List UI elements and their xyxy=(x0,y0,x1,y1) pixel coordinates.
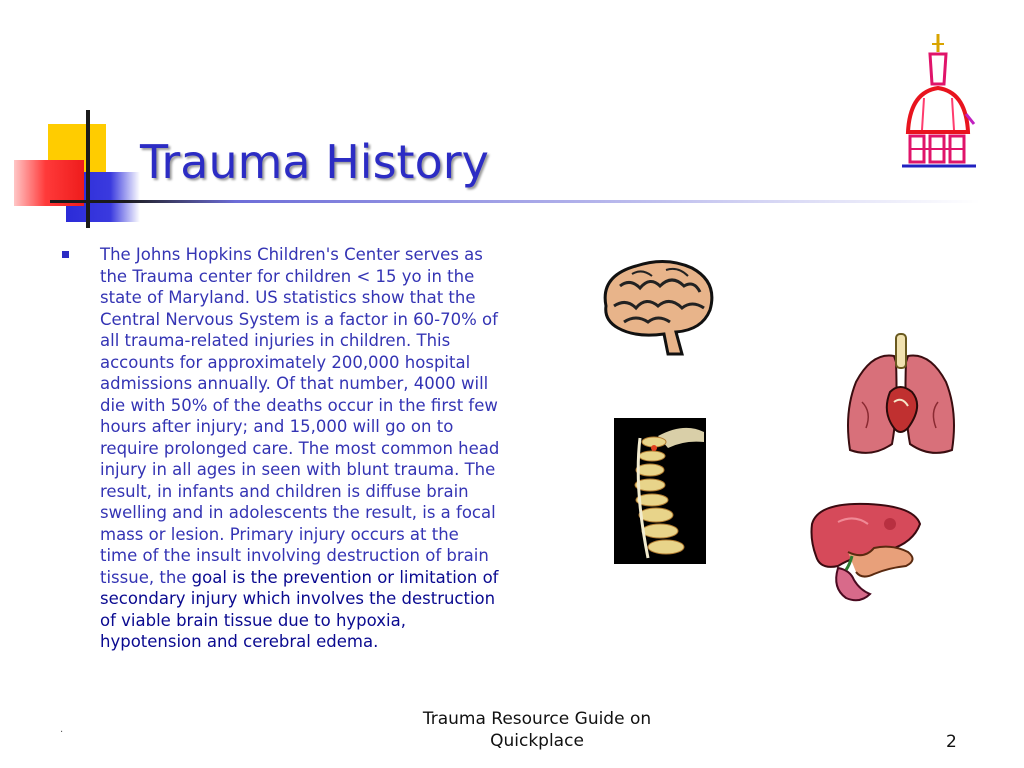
body-text-part2: goal is the prevention or limitation of secondary injury which involves the destruction of viable brain tissue due to hypoxia, hypotension and cerebral edema. xyxy=(100,567,499,651)
decor-horizontal-line xyxy=(50,200,980,203)
footer-title-line2: Quickplace xyxy=(490,731,584,751)
body-text-part1: The Johns Hopkins Children's Center serves as the Trauma center for children < 15 yo in the state of Maryland. US statistics show that the Central Nervous System is a factor in 60-70% of all trauma-related injuries in children. This accounts for approximately 200,000 hospital admissions annually. Of that number, 4000 will die with 50% of the deaths occur in the first few hours after injury; and 15,000 will go on to require prolonged care. The most common head injury in all ages in seen with blunt trauma. The result, in infants and children is diffuse brain swelling and in adolescents the result, is a focal mass or lesion. Primary injury occurs at the time of the insult involving destruction of brain tissue, the xyxy=(100,245,500,587)
spine-photo xyxy=(614,418,706,564)
footer-title xyxy=(408,708,666,752)
brain-icon xyxy=(596,256,720,360)
footer-mark: . xyxy=(60,724,64,735)
hospital-dome-logo xyxy=(896,32,982,176)
lungs-heart-icon xyxy=(842,332,960,460)
liver-pancreas-icon xyxy=(808,500,924,608)
bullet-marker xyxy=(62,251,69,258)
decor-vertical-line xyxy=(86,110,90,228)
page-number: 2 xyxy=(946,732,957,752)
footer-title-line1: Trauma Resource Guide on xyxy=(422,709,652,729)
slide-title: Trauma History xyxy=(140,135,489,189)
body-paragraph xyxy=(100,244,500,653)
